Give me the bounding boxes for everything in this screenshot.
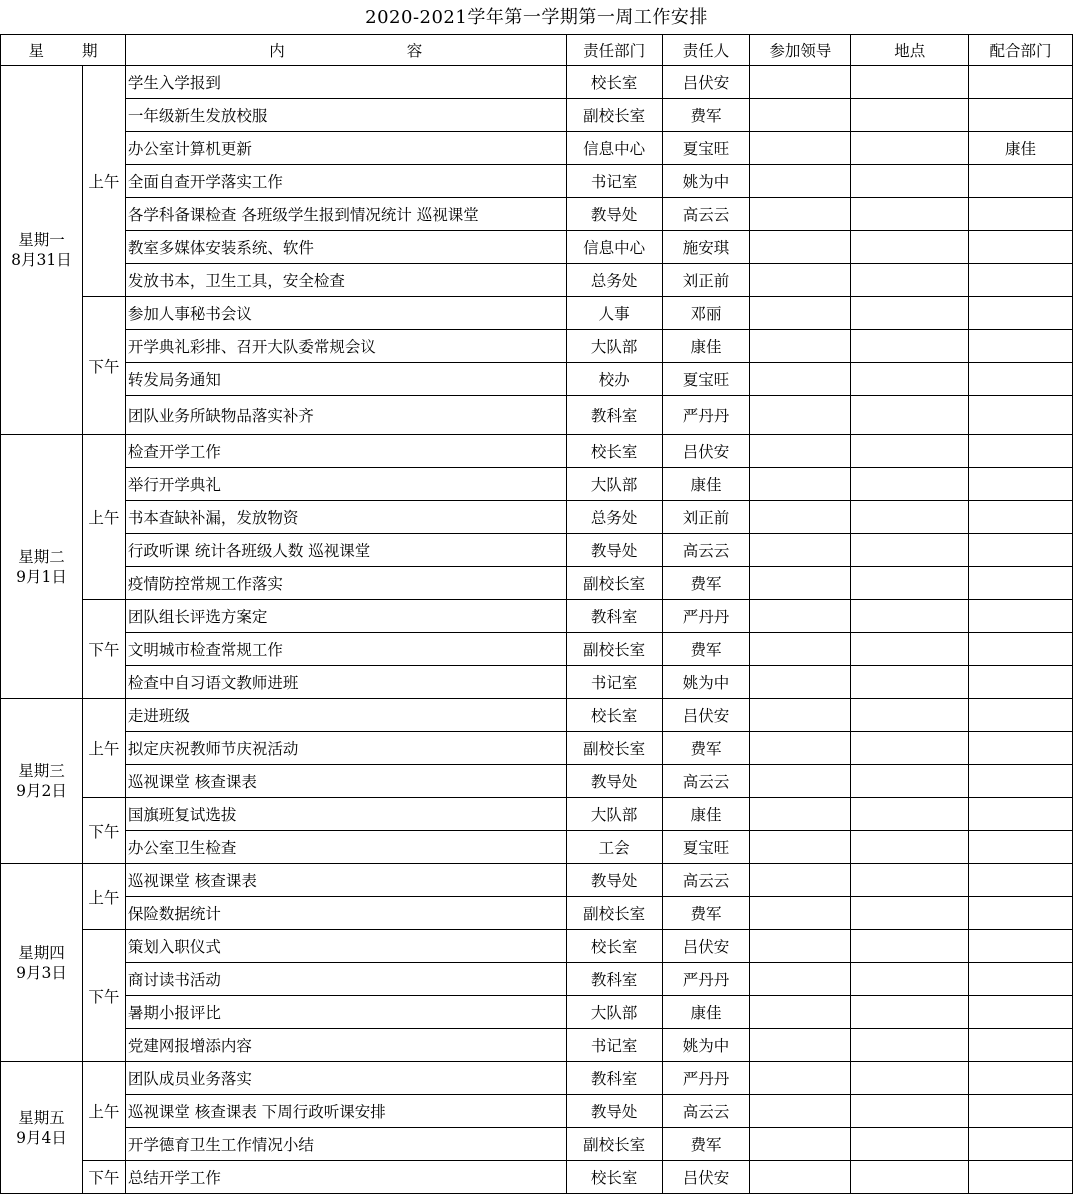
task-location-cell — [851, 897, 969, 930]
task-content-cell: 办公室计算机更新 — [125, 132, 566, 165]
task-department-cell: 人事 — [566, 297, 662, 330]
table-row — [1, 231, 1073, 264]
task-department-cell: 副校长室 — [566, 633, 662, 666]
task-content-cell: 团队业务所缺物品落实补齐 — [125, 396, 566, 435]
task-cooperate-cell — [969, 600, 1073, 633]
task-cooperate-cell — [969, 330, 1073, 363]
table-row — [1, 996, 1073, 1029]
schedule-table — [0, 34, 1073, 1194]
task-location-cell — [851, 165, 969, 198]
task-cooperate-cell — [969, 996, 1073, 1029]
table-row — [1, 930, 1073, 963]
task-cooperate-cell — [969, 732, 1073, 765]
task-location-cell — [851, 666, 969, 699]
task-cooperate-cell — [969, 264, 1073, 297]
table-row — [1, 396, 1073, 435]
task-department-cell: 书记室 — [566, 666, 662, 699]
task-location-cell — [851, 363, 969, 396]
task-cooperate-cell — [969, 897, 1073, 930]
task-cooperate-cell — [969, 501, 1073, 534]
period-cell: 上午 — [82, 1062, 125, 1161]
task-person-cell: 姚为中 — [662, 666, 750, 699]
day-date: 9月4日 — [16, 1128, 67, 1147]
table-row — [1, 633, 1073, 666]
task-leader-cell — [750, 996, 851, 1029]
task-location-cell — [851, 534, 969, 567]
task-location-cell — [851, 1062, 969, 1095]
task-person-cell: 费军 — [662, 99, 750, 132]
task-department-cell: 教科室 — [566, 963, 662, 996]
task-location-cell — [851, 732, 969, 765]
period-cell: 上午 — [82, 864, 125, 930]
task-department-cell: 教导处 — [566, 1095, 662, 1128]
table-row — [1, 165, 1073, 198]
task-leader-cell — [750, 567, 851, 600]
task-person-cell: 姚为中 — [662, 1029, 750, 1062]
task-content-cell: 教室多媒体安装系统、软件 — [125, 231, 566, 264]
task-person-cell: 高云云 — [662, 534, 750, 567]
task-person-cell: 高云云 — [662, 198, 750, 231]
day-cell — [1, 864, 83, 1062]
task-department-cell: 副校长室 — [566, 897, 662, 930]
task-department-cell: 教导处 — [566, 534, 662, 567]
task-leader-cell — [750, 231, 851, 264]
table-row — [1, 264, 1073, 297]
task-person-cell: 严丹丹 — [662, 600, 750, 633]
day-date: 8月31日 — [11, 251, 72, 269]
task-person-cell: 姚为中 — [662, 165, 750, 198]
task-location-cell — [851, 501, 969, 534]
header-weekday — [1, 35, 126, 66]
task-leader-cell — [750, 132, 851, 165]
task-leader-cell — [750, 198, 851, 231]
table-row — [1, 567, 1073, 600]
table-row — [1, 666, 1073, 699]
task-content-cell: 保险数据统计 — [125, 897, 566, 930]
task-cooperate-cell — [969, 66, 1073, 99]
table-row — [1, 1029, 1073, 1062]
task-cooperate-cell — [969, 1161, 1073, 1194]
task-content-cell: 巡视课堂 核查课表 下周行政听课安排 — [125, 1095, 566, 1128]
task-content-cell: 巡视课堂 核查课表 — [125, 765, 566, 798]
task-department-cell: 大队部 — [566, 798, 662, 831]
task-location-cell — [851, 66, 969, 99]
task-cooperate-cell — [969, 396, 1073, 435]
task-cooperate-cell — [969, 231, 1073, 264]
day-weekday: 星期三 — [18, 762, 65, 780]
day-cell — [1, 66, 83, 435]
day-weekday: 星期五 — [18, 1108, 65, 1127]
table-row — [1, 1128, 1073, 1161]
day-cell — [1, 699, 83, 864]
task-person-cell: 施安琪 — [662, 231, 750, 264]
table-row — [1, 732, 1073, 765]
task-cooperate-cell — [969, 1062, 1073, 1095]
table-row — [1, 1161, 1073, 1194]
task-person-cell: 严丹丹 — [662, 396, 750, 435]
task-leader-cell — [750, 798, 851, 831]
task-content-cell: 行政听课 统计各班级人数 巡视课堂 — [125, 534, 566, 567]
task-content-cell: 文明城市检查常规工作 — [125, 633, 566, 666]
period-cell: 下午 — [82, 930, 125, 1062]
task-leader-cell — [750, 363, 851, 396]
task-location-cell — [851, 198, 969, 231]
table-row — [1, 363, 1073, 396]
task-leader-cell — [750, 396, 851, 435]
task-cooperate-cell — [969, 1128, 1073, 1161]
task-leader-cell — [750, 435, 851, 468]
task-leader-cell — [750, 897, 851, 930]
task-leader-cell — [750, 930, 851, 963]
task-department-cell: 教科室 — [566, 1062, 662, 1095]
task-department-cell: 大队部 — [566, 996, 662, 1029]
header-location: 地点 — [851, 35, 969, 66]
table-row — [1, 198, 1073, 231]
table-row — [1, 534, 1073, 567]
task-content-cell: 开学典礼彩排、召开大队委常规会议 — [125, 330, 566, 363]
task-cooperate-cell — [969, 930, 1073, 963]
task-person-cell: 高云云 — [662, 864, 750, 897]
table-row — [1, 864, 1073, 897]
task-department-cell: 校长室 — [566, 435, 662, 468]
task-leader-cell — [750, 501, 851, 534]
task-cooperate-cell — [969, 567, 1073, 600]
task-content-cell: 参加人事秘书会议 — [125, 297, 566, 330]
task-person-cell: 康佳 — [662, 330, 750, 363]
task-cooperate-cell — [969, 864, 1073, 897]
table-row — [1, 1062, 1073, 1095]
task-location-cell — [851, 567, 969, 600]
day-cell — [1, 1062, 83, 1194]
header-content — [125, 35, 566, 66]
task-leader-cell — [750, 765, 851, 798]
task-person-cell: 邓丽 — [662, 297, 750, 330]
task-leader-cell — [750, 963, 851, 996]
task-location-cell — [851, 231, 969, 264]
task-location-cell — [851, 435, 969, 468]
table-row — [1, 831, 1073, 864]
task-content-cell: 书本查缺补漏，发放物资 — [125, 501, 566, 534]
task-department-cell: 书记室 — [566, 165, 662, 198]
task-cooperate-cell — [969, 165, 1073, 198]
task-department-cell: 副校长室 — [566, 99, 662, 132]
day-date: 9月3日 — [16, 963, 67, 982]
header-content-char-1: 内 — [269, 42, 285, 60]
task-department-cell: 校长室 — [566, 930, 662, 963]
header-cooperate: 配合部门 — [969, 35, 1073, 66]
task-content-cell: 党建网报增添内容 — [125, 1029, 566, 1062]
task-person-cell: 费军 — [662, 897, 750, 930]
task-content-cell: 总结开学工作 — [125, 1161, 566, 1194]
task-cooperate-cell — [969, 963, 1073, 996]
task-location-cell — [851, 831, 969, 864]
day-cell — [1, 435, 83, 699]
day-weekday: 星期二 — [18, 547, 65, 566]
task-content-cell: 疫情防控常规工作落实 — [125, 567, 566, 600]
task-person-cell: 夏宝旺 — [662, 831, 750, 864]
table-row — [1, 897, 1073, 930]
task-person-cell: 康佳 — [662, 996, 750, 1029]
task-department-cell: 副校长室 — [566, 732, 662, 765]
period-cell: 上午 — [82, 699, 125, 798]
task-leader-cell — [750, 1029, 851, 1062]
day-weekday: 星期一 — [18, 231, 65, 249]
task-location-cell — [851, 699, 969, 732]
task-department-cell: 教导处 — [566, 198, 662, 231]
table-row — [1, 435, 1073, 468]
task-cooperate-cell — [969, 1095, 1073, 1128]
table-row — [1, 297, 1073, 330]
header-content-char-2: 容 — [406, 42, 423, 60]
task-cooperate-cell — [969, 297, 1073, 330]
table-row — [1, 501, 1073, 534]
task-location-cell — [851, 297, 969, 330]
task-department-cell: 总务处 — [566, 264, 662, 297]
task-leader-cell — [750, 468, 851, 501]
task-person-cell: 吕伏安 — [662, 699, 750, 732]
task-location-cell — [851, 1029, 969, 1062]
day-date: 9月1日 — [16, 567, 67, 586]
task-person-cell: 吕伏安 — [662, 66, 750, 99]
task-person-cell: 费军 — [662, 732, 750, 765]
period-cell: 下午 — [82, 1161, 125, 1194]
task-person-cell: 费军 — [662, 567, 750, 600]
task-location-cell — [851, 996, 969, 1029]
table-row — [1, 600, 1073, 633]
task-location-cell — [851, 600, 969, 633]
header-person: 责任人 — [662, 35, 750, 66]
task-content-cell: 全面自查开学落实工作 — [125, 165, 566, 198]
day-weekday: 星期四 — [18, 943, 65, 962]
task-cooperate-cell — [969, 831, 1073, 864]
task-location-cell — [851, 633, 969, 666]
task-leader-cell — [750, 1161, 851, 1194]
task-location-cell — [851, 1161, 969, 1194]
task-leader-cell — [750, 99, 851, 132]
task-content-cell: 办公室卫生检查 — [125, 831, 566, 864]
task-leader-cell — [750, 1095, 851, 1128]
task-leader-cell — [750, 1128, 851, 1161]
task-content-cell: 暑期小报评比 — [125, 996, 566, 1029]
task-department-cell: 校长室 — [566, 66, 662, 99]
table-row — [1, 699, 1073, 732]
task-department-cell: 总务处 — [566, 501, 662, 534]
table-row — [1, 1095, 1073, 1128]
task-location-cell — [851, 330, 969, 363]
task-content-cell: 拟定庆祝教师节庆祝活动 — [125, 732, 566, 765]
table-row — [1, 66, 1073, 99]
task-leader-cell — [750, 264, 851, 297]
header-leader: 参加领导 — [750, 35, 851, 66]
task-cooperate-cell — [969, 1029, 1073, 1062]
task-location-cell — [851, 132, 969, 165]
task-person-cell: 吕伏安 — [662, 1161, 750, 1194]
task-leader-cell — [750, 165, 851, 198]
task-content-cell: 各学科备课检查 各班级学生报到情况统计 巡视课堂 — [125, 198, 566, 231]
task-content-cell: 学生入学报到 — [125, 66, 566, 99]
task-department-cell: 教导处 — [566, 765, 662, 798]
header-weekday-char-1: 星 — [28, 42, 44, 60]
period-cell: 下午 — [82, 297, 125, 435]
header-department: 责任部门 — [566, 35, 662, 66]
task-leader-cell — [750, 1062, 851, 1095]
task-location-cell — [851, 396, 969, 435]
task-leader-cell — [750, 666, 851, 699]
page-title: 2020-2021学年第一学期第一周工作安排 — [365, 7, 708, 28]
task-person-cell: 严丹丹 — [662, 963, 750, 996]
task-cooperate-cell — [969, 435, 1073, 468]
task-person-cell: 费军 — [662, 1128, 750, 1161]
task-content-cell: 团队成员业务落实 — [125, 1062, 566, 1095]
task-location-cell — [851, 765, 969, 798]
table-row — [1, 468, 1073, 501]
task-leader-cell — [750, 732, 851, 765]
task-department-cell: 副校长室 — [566, 567, 662, 600]
task-content-cell: 检查开学工作 — [125, 435, 566, 468]
task-department-cell: 教导处 — [566, 864, 662, 897]
task-department-cell: 书记室 — [566, 1029, 662, 1062]
task-location-cell — [851, 798, 969, 831]
table-row — [1, 798, 1073, 831]
task-content-cell: 团队组长评选方案定 — [125, 600, 566, 633]
task-cooperate-cell — [969, 633, 1073, 666]
task-department-cell: 信息中心 — [566, 132, 662, 165]
task-content-cell: 发放书本，卫生工具，安全检查 — [125, 264, 566, 297]
task-department-cell: 校长室 — [566, 699, 662, 732]
task-location-cell — [851, 864, 969, 897]
period-cell: 上午 — [82, 66, 125, 297]
task-department-cell: 校办 — [566, 363, 662, 396]
task-content-cell: 转发局务通知 — [125, 363, 566, 396]
task-person-cell: 夏宝旺 — [662, 132, 750, 165]
task-leader-cell — [750, 600, 851, 633]
task-cooperate-cell — [969, 198, 1073, 231]
task-location-cell — [851, 930, 969, 963]
task-department-cell: 信息中心 — [566, 231, 662, 264]
header-weekday-char-2: 期 — [81, 42, 98, 60]
task-cooperate-cell — [969, 363, 1073, 396]
task-leader-cell — [750, 330, 851, 363]
task-leader-cell — [750, 831, 851, 864]
task-department-cell: 工会 — [566, 831, 662, 864]
task-cooperate-cell — [969, 798, 1073, 831]
task-location-cell — [851, 1128, 969, 1161]
task-location-cell — [851, 1095, 969, 1128]
task-content-cell: 走进班级 — [125, 699, 566, 732]
task-department-cell: 教科室 — [566, 396, 662, 435]
day-date: 9月2日 — [16, 782, 67, 800]
task-person-cell: 康佳 — [662, 798, 750, 831]
task-content-cell: 国旗班复试选拔 — [125, 798, 566, 831]
task-person-cell: 刘正前 — [662, 501, 750, 534]
table-row — [1, 330, 1073, 363]
task-person-cell: 费军 — [662, 633, 750, 666]
task-person-cell: 刘正前 — [662, 264, 750, 297]
period-cell: 下午 — [82, 600, 125, 699]
task-cooperate-cell: 康佳 — [969, 132, 1073, 165]
task-location-cell — [851, 468, 969, 501]
task-leader-cell — [750, 66, 851, 99]
task-content-cell: 策划入职仪式 — [125, 930, 566, 963]
task-location-cell — [851, 99, 969, 132]
schedule-body — [1, 66, 1073, 1194]
task-leader-cell — [750, 297, 851, 330]
task-content-cell: 一年级新生发放校服 — [125, 99, 566, 132]
task-leader-cell — [750, 534, 851, 567]
period-cell: 下午 — [82, 798, 125, 864]
task-cooperate-cell — [969, 99, 1073, 132]
task-person-cell: 吕伏安 — [662, 435, 750, 468]
header-row — [1, 35, 1073, 66]
table-row — [1, 765, 1073, 798]
task-content-cell: 商讨读书活动 — [125, 963, 566, 996]
task-department-cell: 大队部 — [566, 468, 662, 501]
task-cooperate-cell — [969, 468, 1073, 501]
task-cooperate-cell — [969, 534, 1073, 567]
task-content-cell: 开学德育卫生工作情况小结 — [125, 1128, 566, 1161]
task-leader-cell — [750, 633, 851, 666]
task-content-cell: 举行开学典礼 — [125, 468, 566, 501]
task-leader-cell — [750, 699, 851, 732]
task-content-cell: 检查中自习语文教师进班 — [125, 666, 566, 699]
task-person-cell: 吕伏安 — [662, 930, 750, 963]
table-row — [1, 99, 1073, 132]
task-location-cell — [851, 963, 969, 996]
task-location-cell — [851, 264, 969, 297]
period-cell: 上午 — [82, 435, 125, 600]
task-person-cell: 夏宝旺 — [662, 363, 750, 396]
task-department-cell: 校长室 — [566, 1161, 662, 1194]
task-cooperate-cell — [969, 666, 1073, 699]
task-person-cell: 严丹丹 — [662, 1062, 750, 1095]
table-row — [1, 132, 1073, 165]
task-cooperate-cell — [969, 699, 1073, 732]
task-person-cell: 高云云 — [662, 1095, 750, 1128]
task-department-cell: 大队部 — [566, 330, 662, 363]
task-department-cell: 副校长室 — [566, 1128, 662, 1161]
table-row — [1, 963, 1073, 996]
task-content-cell: 巡视课堂 核查课表 — [125, 864, 566, 897]
task-department-cell: 教科室 — [566, 600, 662, 633]
task-person-cell: 康佳 — [662, 468, 750, 501]
task-cooperate-cell — [969, 765, 1073, 798]
task-leader-cell — [750, 864, 851, 897]
task-person-cell: 高云云 — [662, 765, 750, 798]
